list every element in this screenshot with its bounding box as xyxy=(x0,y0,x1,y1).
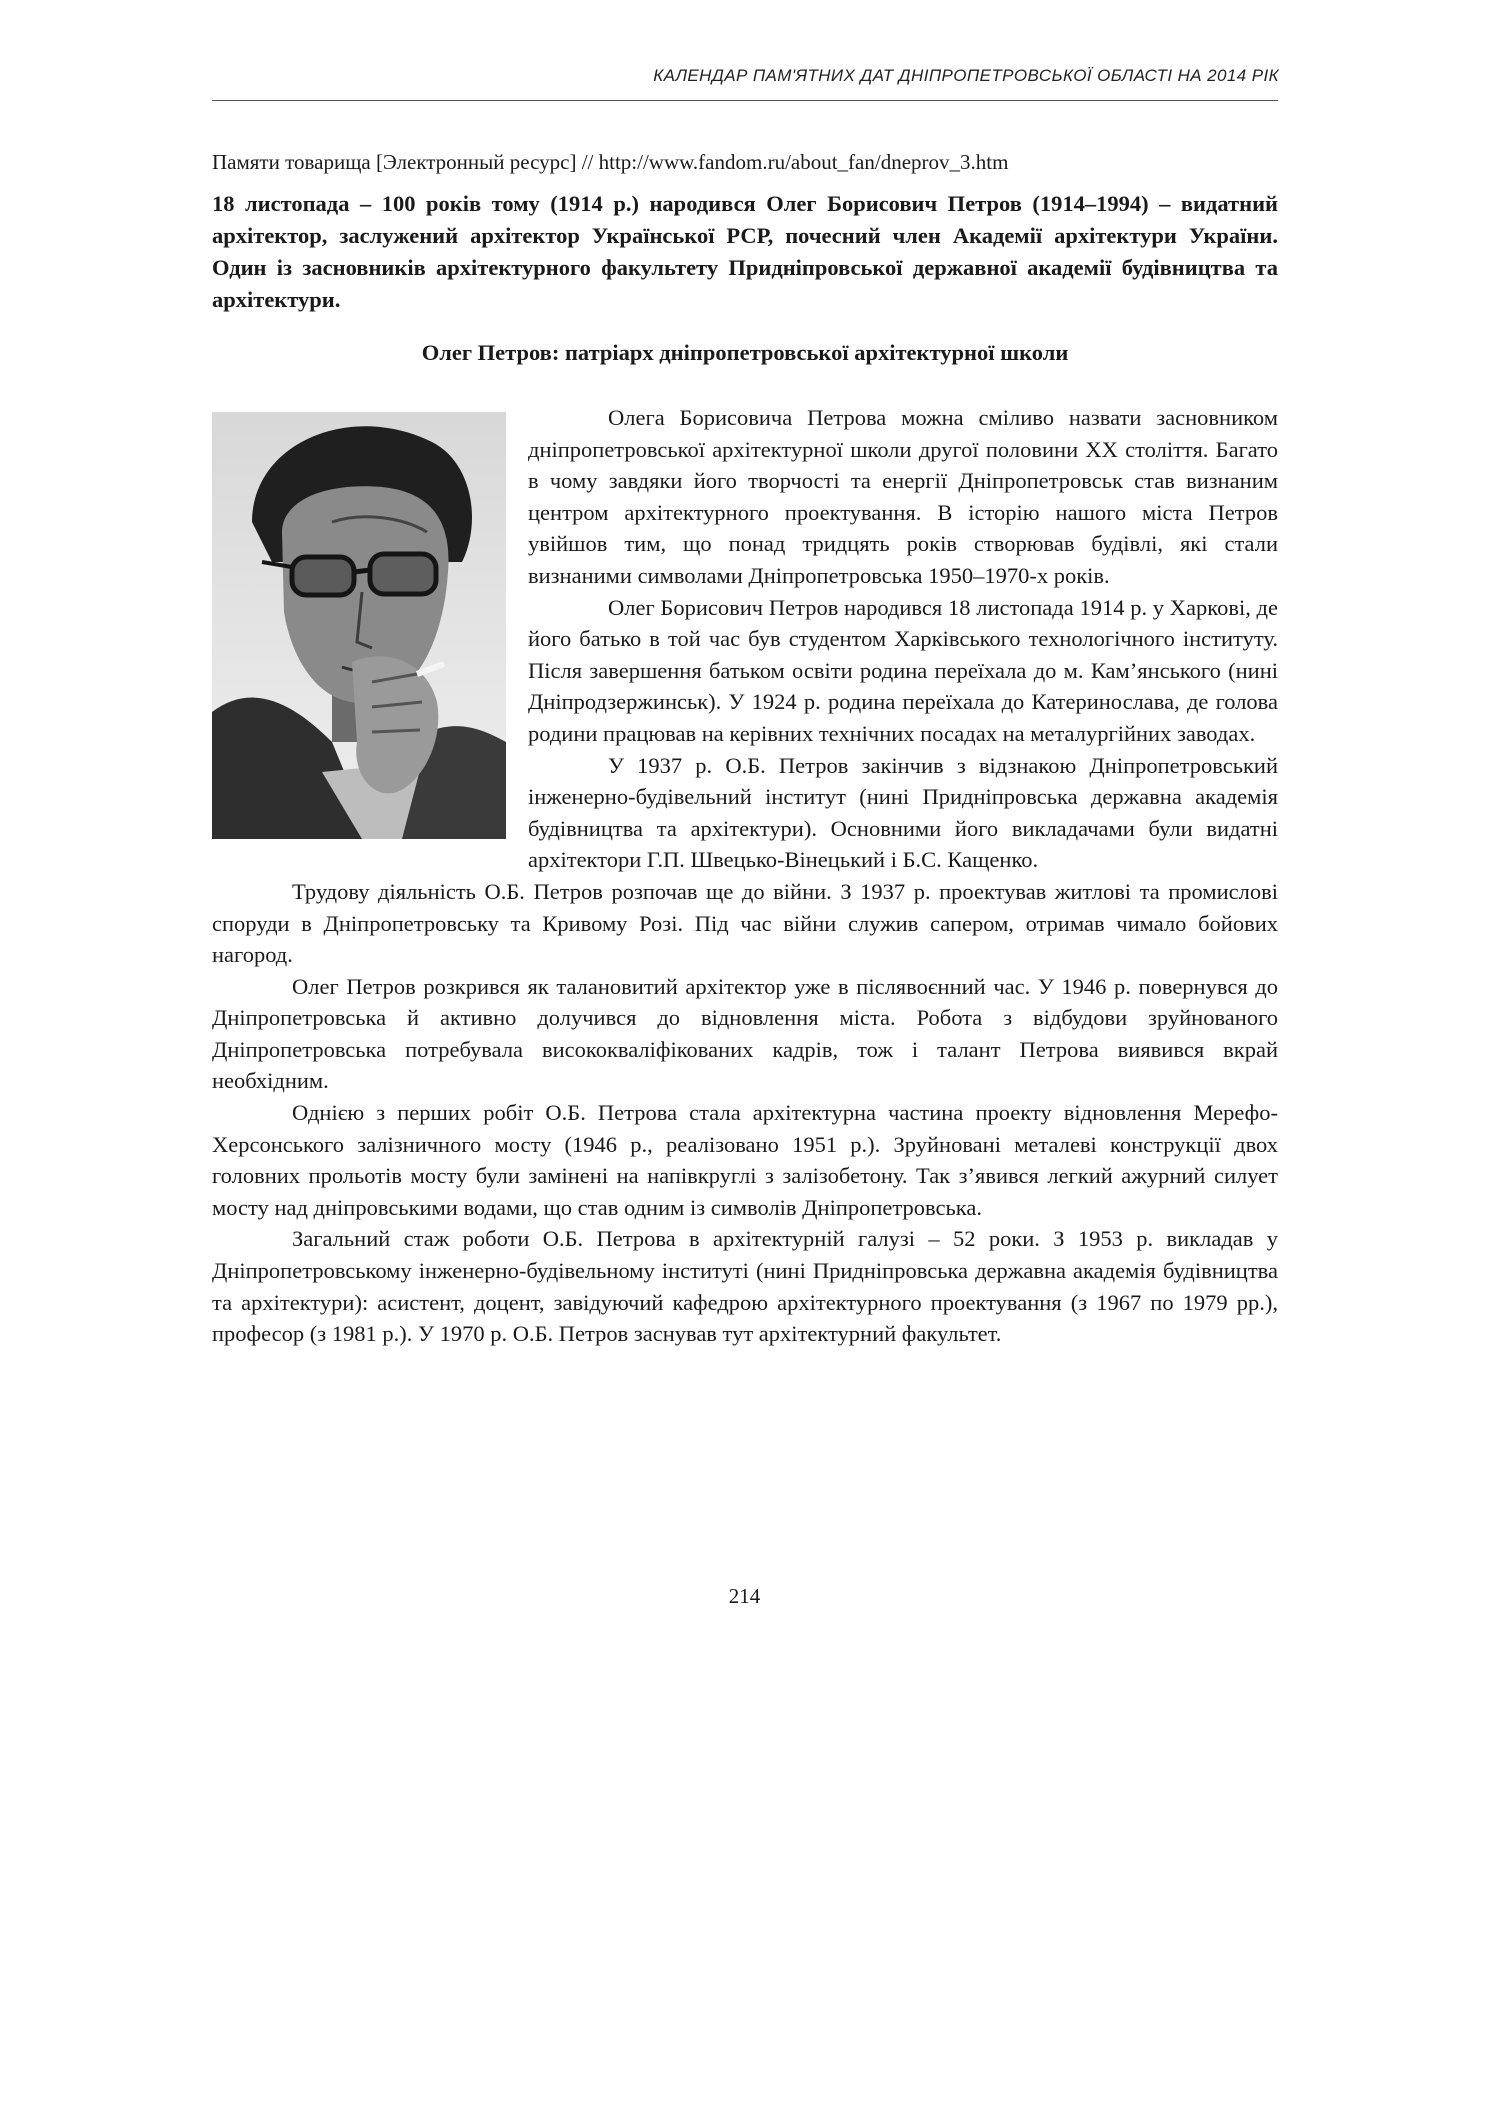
paragraph-4: Трудову діяльність О.Б. Петров розпочав ще до війни. З 1937 р. проектував житлові та промислові споруди в Дніпропетровську та Кривому Розі. Під час війни служив сапером, отримав чимало бойових нагород. xyxy=(212,878,1278,968)
paragraph-7: Загальний стаж роботи О.Б. Петрова в архітектурній галузі – 52 роки. З 1953 р. викладав у Дніпропетровському інженерно-будівельному інституті (нині Придніпровська державна академія будівництва та архітектури): асистент, доцент, завідуючий кафедрою архітектурного проектування (з 1967 по 1979 рр.), професор (з 1981 р.). У 1970 р. О.Б. Петров заснував тут архітектурний факультет. xyxy=(212,1226,1278,1347)
running-header: КАЛЕНДАР ПАМ'ЯТНИХ ДАТ ДНІПРОПЕТРОВСЬКОЇ ОБЛАСТІ НА 2014 РІК xyxy=(653,66,1279,85)
page-number: 214 xyxy=(728,1584,761,1608)
paragraph-1: Олега Борисовича Петрова можна сміливо назвати засновником дніпропетровської архітектурної школи другої половини ХХ століття. Багато в чому завдяки його творчості та енергії Дніпропетровськ став визнаним центром архітектурного проектування. В історію нашого міста Петров увійшов тим, що понад тридцять років створював будівлі, які стали визнаними символами Дніпропетровська 1950–1970-х років. xyxy=(528,405,1278,588)
paragraph-5: Олег Петров розкрився як талановитий архітектор уже в післявоєнний час. У 1946 р. повернувся до Дніпропетровська й активно долучився до відновлення міста. Робота з відбудови зруйнованого Дніпропетровська потребувала висококваліфікованих кадрів, тож і талант Петрова виявився вкрай необхідним. xyxy=(212,973,1278,1094)
intro-paragraph: 18 листопада – 100 років тому (1914 р.) народився Олег Борисович Петров (1914–1994) – видатний архітектор, заслужений архітектор Української РСР, почесний член Академії архітектури України. Один із засновників архітектурного факультету Придніпровської державної академії будівництва та архітектури. xyxy=(212,191,1278,312)
paragraph-2: Олег Борисович Петров народився 18 листопада 1914 р. у Харкові, де його батько в той час був студентом Харківського технологічного інституту. Після завершення батьком освіти родина переїхала до м. Кам’янського (нині Дніпродзержинськ). У 1924 р. родина переїхала до Катеринослава, де голова родини працював на керівних технічних посадах на металургійних заводах. xyxy=(528,594,1278,746)
page-content xyxy=(212,148,1278,1350)
header-rule xyxy=(212,100,1278,101)
paragraph-3: У 1937 р. О.Б. Петров закінчив з відзнакою Дніпропетровський інженерно-будівельний інститут (нині Придніпровська державна академія будівництва та архітектури). Основними його викладачами були видатні архітектори Г.П. Швецько-Вінецький і Б.С. Кащенко. xyxy=(528,752,1278,873)
article-title: Олег Петров: патріарх дніпропетровської архітектурної школи xyxy=(421,340,1069,365)
previous-reference: Памяти товарища [Электронный ресурс] // http://www.fandom.ru/about_fan/dneprov_3.htm xyxy=(212,150,1009,174)
portrait-photo xyxy=(212,412,506,839)
article-body xyxy=(212,402,1278,1350)
paragraph-6: Однією з перших робіт О.Б. Петрова стала архітектурна частина проекту відновлення Мерефо-Херсонського залізничного мосту (1946 р., реалізовано 1951 р.). Зруйновані металеві конструкції двох головних прольотів мосту були замінені на напівкруглі з залізобетону. Так з’явився легкий ажурний силует мосту над дніпровськими водами, що став одним із символів Дніпропетровська. xyxy=(212,1100,1278,1220)
